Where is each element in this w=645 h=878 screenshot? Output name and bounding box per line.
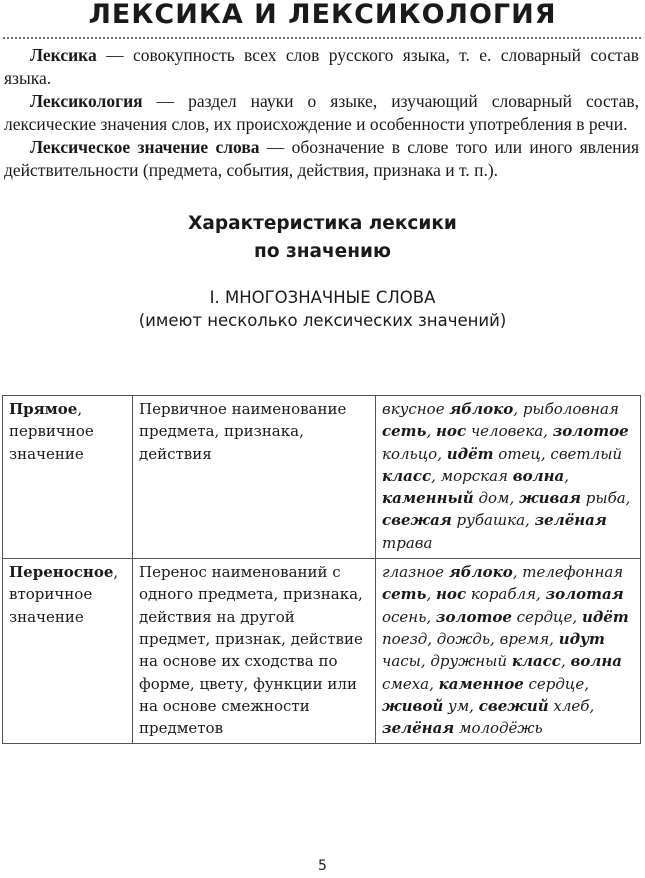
page-number: 5 [318,858,327,874]
subsection-note: (имеют несколько лексических значений) [138,311,507,330]
example-keyword: живая [519,489,581,508]
example-text: поезд, дождь, время, [382,629,559,648]
example-text: рубашка, [451,511,535,530]
example-keyword: волна [570,652,622,671]
example-text: , рыболовная [513,400,619,418]
examples-cell [376,559,641,744]
example-keyword: свежая [382,511,452,530]
section-heading [0,210,645,266]
table-row [3,396,641,559]
meaning-type-term: Прямое [9,400,78,418]
example-text: вкусное [382,400,450,418]
definition-term: Лексическое значение слова [30,137,260,157]
example-keyword: зелёная [382,719,455,738]
example-keyword: сеть [382,585,427,604]
example-text: человека, [466,422,553,441]
example-text: часы, дружный [382,652,512,671]
example-keyword: яблоко [449,400,514,418]
meaning-type-desc: первичное значение [9,422,94,463]
example-keyword: каменный [382,489,474,508]
example-text: корабля, [466,585,546,604]
definition-paragraph [4,136,639,182]
example-text: , [426,422,436,441]
example-keyword: идут [558,629,605,648]
example-text: смеха, [382,674,439,693]
example-keyword: золотое [435,607,512,626]
example-text: сердце, [523,674,590,693]
example-keyword: нос [436,585,467,604]
example-text: , [426,585,436,604]
example-keyword: волна [512,466,565,485]
meaning-type-term: Переносное [9,563,114,582]
example-keyword: зелёная [534,511,607,530]
meanings-table [2,395,641,744]
example-text: сердце, [511,607,582,626]
example-text: рыба, [581,489,631,508]
meaning-type-punct: , [113,563,119,582]
example-text: ум, [443,696,479,715]
example-text: , телефонная [512,563,624,582]
example-text: , [560,652,571,671]
example-keyword: яблоко [448,563,513,582]
section-heading-line: Характеристика лексики [188,213,457,234]
definition-term: Лексика [30,45,97,65]
example-text: глазное [382,563,449,582]
meaning-type-punct: , [77,400,83,418]
subsection-title: I. МНОГОЗНАЧНЫЕ СЛОВА [209,288,436,307]
example-keyword: каменное [438,674,524,693]
meaning-definition-cell: Перенос наименований с одного предмета, признака, действия на другой предмет, признак, действие на основе их сходства по форме, цвету, функции или на основе смежности предметов [133,559,376,744]
example-keyword: свежий [478,696,549,715]
example-keyword: золотое [552,422,629,441]
example-text: кольцо, [382,444,447,463]
page-title: ЛЕКСИКА И ЛЕКСИКОЛОГИЯ [88,0,557,30]
definitions-block [0,40,645,182]
example-keyword: сеть [382,422,427,441]
meaning-type-cell [3,559,133,744]
example-keyword: идёт [446,444,494,463]
example-text: трава [382,533,433,552]
meaning-definition-cell: Первичное наименование предмета, признака, действия [133,396,376,559]
example-keyword: золотая [545,585,624,604]
example-text: , морская [431,466,513,485]
definition-paragraph [4,90,639,136]
subsection-heading [0,286,645,332]
example-text: , [564,466,570,485]
example-text: дом, [473,489,519,508]
example-keyword: класс [511,652,561,671]
table-row [3,559,641,744]
section-heading-line: по значению [254,241,391,262]
meaning-type-cell [3,396,133,559]
example-text: отец, светлый [493,444,623,463]
definition-term: Лексикология [30,91,143,111]
example-text: хлеб, [548,696,595,715]
definition-text: — обозначение в слове того или иного явления действительности (предмета, события, действия, признака и т. п.). [4,137,639,180]
example-keyword: класс [382,466,432,485]
example-text: осень, [382,607,436,626]
definition-text: — раздел науки о языке, изучающий словарный состав, лексические значения слов, их происхождение и особенности употребления в речи. [4,91,639,134]
example-keyword: живой [382,696,444,715]
example-keyword: нос [436,422,467,441]
example-text: молодёжь [454,719,543,738]
examples-cell [376,396,641,559]
example-keyword: идёт [581,607,629,626]
meaning-type-desc: вторичное значение [9,585,93,626]
definition-text: — совокупность всех слов русского языка, т. е. словарный состав языка. [4,45,639,88]
definition-paragraph [4,44,639,90]
